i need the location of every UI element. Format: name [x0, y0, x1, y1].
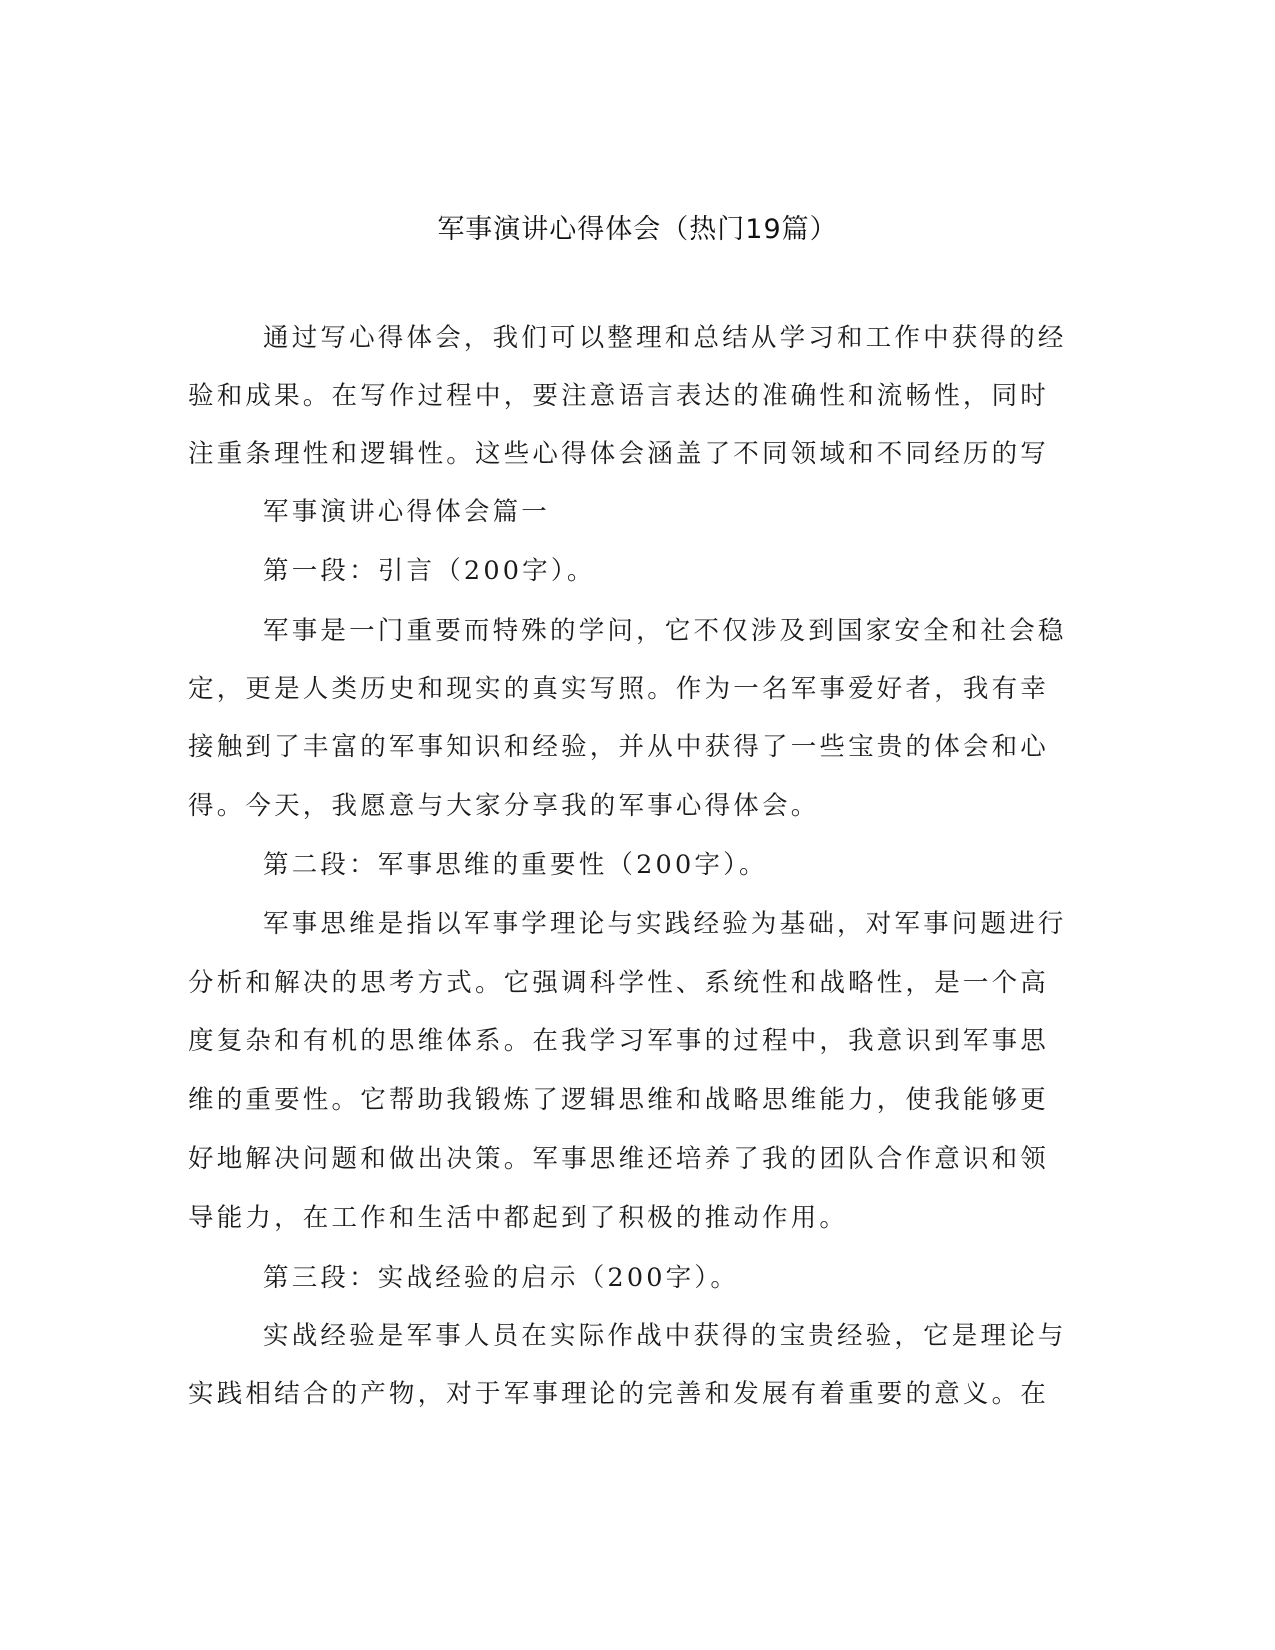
paragraph-heading: 第二段：军事思维的重要性（200字）。 [263, 850, 768, 880]
paragraph-line: 军事是一门重要而特殊的学问，它不仅涉及到国家安全和社会稳 [263, 616, 1067, 646]
paragraph-heading: 第三段：实战经验的启示（200字）。 [263, 1263, 740, 1293]
paragraph-line: 军事思维是指以军事学理论与实践经验为基础，对军事问题进行 [263, 909, 1067, 939]
document-title: 军事演讲心得体会（热门19篇） [437, 214, 838, 245]
paragraph-line: 度复杂和有机的思维体系。在我学习军事的过程中，我意识到军事思 [188, 1026, 1050, 1056]
paragraph-line: 实践相结合的产物，对于军事理论的完善和发展有着重要的意义。在 [188, 1379, 1050, 1409]
paragraph-line: 注重条理性和逻辑性。这些心得体会涵盖了不同领域和不同经历的写 [188, 439, 1050, 469]
paragraph-line: 通过写心得体会，我们可以整理和总结从学习和工作中获得的经 [263, 323, 1067, 353]
paragraph-line: 分析和解决的思考方式。它强调科学性、系统性和战略性，是一个高 [188, 968, 1050, 998]
paragraph-heading: 第一段：引言（200字）。 [263, 556, 596, 586]
paragraph-line: 得。今天，我愿意与大家分享我的军事心得体会。 [188, 791, 820, 821]
paragraph-line: 实战经验是军事人员在实际作战中获得的宝贵经验，它是理论与 [263, 1321, 1067, 1351]
paragraph-line: 导能力，在工作和生活中都起到了积极的推动作用。 [188, 1203, 849, 1233]
section-heading: 军事演讲心得体会篇一 [263, 497, 551, 527]
paragraph-line: 维的重要性。它帮助我锻炼了逻辑思维和战略思维能力，使我能够更 [188, 1085, 1050, 1115]
paragraph-line: 验和成果。在写作过程中，要注意语言表达的准确性和流畅性，同时 [188, 381, 1050, 411]
paragraph-line: 接触到了丰富的军事知识和经验，并从中获得了一些宝贵的体会和心 [188, 732, 1050, 762]
paragraph-line: 好地解决问题和做出决策。军事思维还培养了我的团队合作意识和领 [188, 1144, 1050, 1174]
paragraph-line: 定，更是人类历史和现实的真实写照。作为一名军事爱好者，我有幸 [188, 674, 1050, 704]
